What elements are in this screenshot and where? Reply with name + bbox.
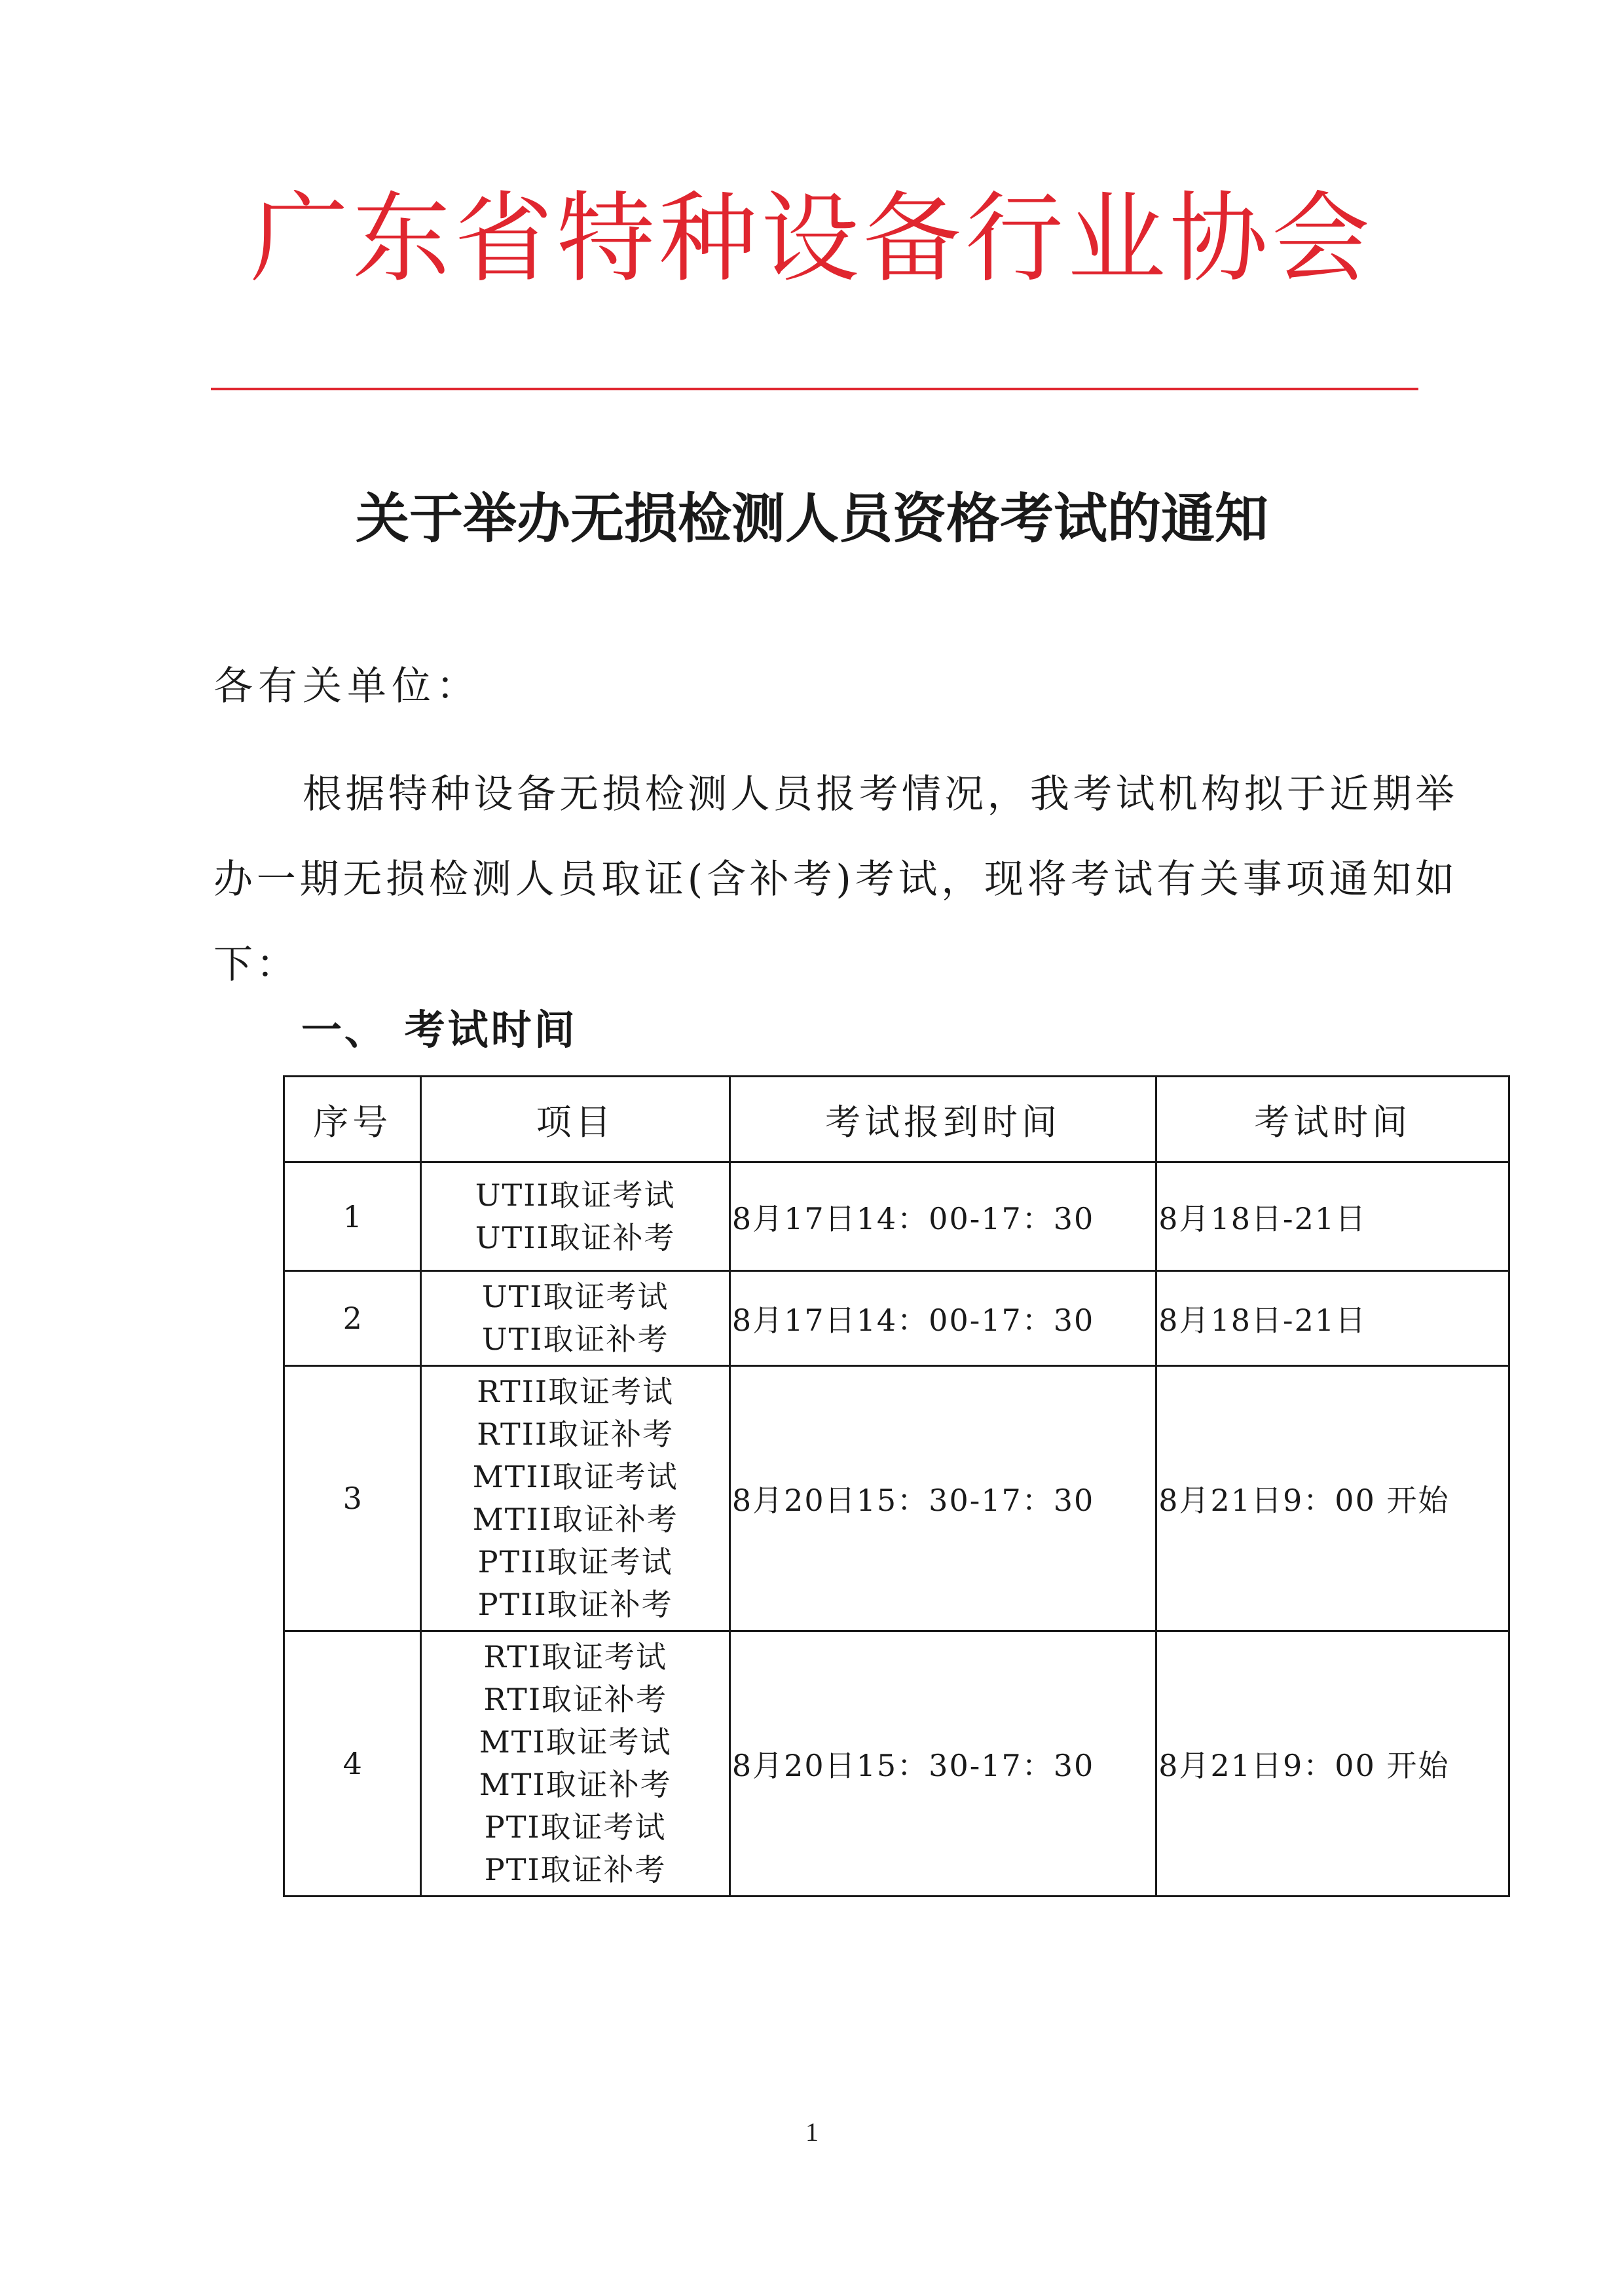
table-header-row	[284, 1077, 1509, 1162]
row-items	[421, 1631, 729, 1897]
item-line: MTI取证补考	[479, 1767, 672, 1802]
row-items	[421, 1271, 729, 1366]
header-item: 项目	[421, 1077, 729, 1162]
exam-schedule-table	[283, 1075, 1510, 1897]
header-registration-time: 考试报到时间	[729, 1077, 1156, 1162]
row-seq: 2	[284, 1271, 421, 1366]
item-line: UTII取证考试	[475, 1177, 676, 1213]
item-line: UTII取证补考	[475, 1219, 676, 1255]
row-exam-time: 8月21日9：00 开始	[1156, 1631, 1509, 1897]
item-line: PTI取证补考	[484, 1852, 667, 1887]
item-line: MTII取证补考	[472, 1502, 678, 1537]
item-line: RTI取证补考	[483, 1682, 667, 1717]
table-row	[284, 1162, 1509, 1271]
item-line: PTII取证补考	[477, 1587, 673, 1622]
item-line: PTII取证考试	[477, 1544, 673, 1580]
table-row	[284, 1271, 1509, 1366]
row-seq: 4	[284, 1631, 421, 1897]
item-line: RTII取证考试	[477, 1374, 674, 1409]
row-registration-time: 8月17日14：00-17：30	[729, 1162, 1156, 1271]
row-exam-time: 8月18日-21日	[1156, 1162, 1509, 1271]
item-line: MTI取证考试	[479, 1724, 672, 1760]
row-exam-time: 8月18日-21日	[1156, 1271, 1509, 1366]
item-line: UTI取证考试	[481, 1279, 669, 1314]
document-title: 关于举办无损检测人员资格考试的通知	[355, 488, 1268, 550]
row-seq: 3	[284, 1366, 421, 1631]
section-heading-exam-time: 一、 考试时间	[301, 1006, 578, 1054]
row-registration-time: 8月20日15：30-17：30	[729, 1631, 1156, 1897]
row-items	[421, 1366, 729, 1631]
letterhead-red-rule	[211, 388, 1418, 390]
page-number: 1	[805, 2117, 819, 2147]
item-line: RTI取证考试	[483, 1639, 667, 1675]
row-registration-time: 8月17日14：00-17：30	[729, 1271, 1156, 1366]
item-line: PTI取证考试	[484, 1809, 667, 1845]
body-paragraph: 根据特种设备无损检测人员报考情况，我考试机构拟于近期举办一期无损检测人员取证(含补考)考试，现将考试有关事项通知如下：	[213, 771, 1458, 988]
item-line: MTII取证考试	[472, 1459, 678, 1494]
letterhead-org-name: 广东省特种设备行业协会	[249, 182, 1374, 296]
header-seq: 序号	[284, 1077, 421, 1162]
salutation: 各有关单位：	[213, 663, 481, 709]
table-row	[284, 1631, 1509, 1897]
row-items	[421, 1162, 729, 1271]
table-row	[284, 1366, 1509, 1631]
item-line: UTI取证补考	[481, 1322, 669, 1357]
item-line: RTII取证补考	[477, 1416, 674, 1452]
row-registration-time: 8月20日15：30-17：30	[729, 1366, 1156, 1631]
row-exam-time: 8月21日9：00 开始	[1156, 1366, 1509, 1631]
row-seq: 1	[284, 1162, 421, 1271]
header-exam-time: 考试时间	[1156, 1077, 1509, 1162]
